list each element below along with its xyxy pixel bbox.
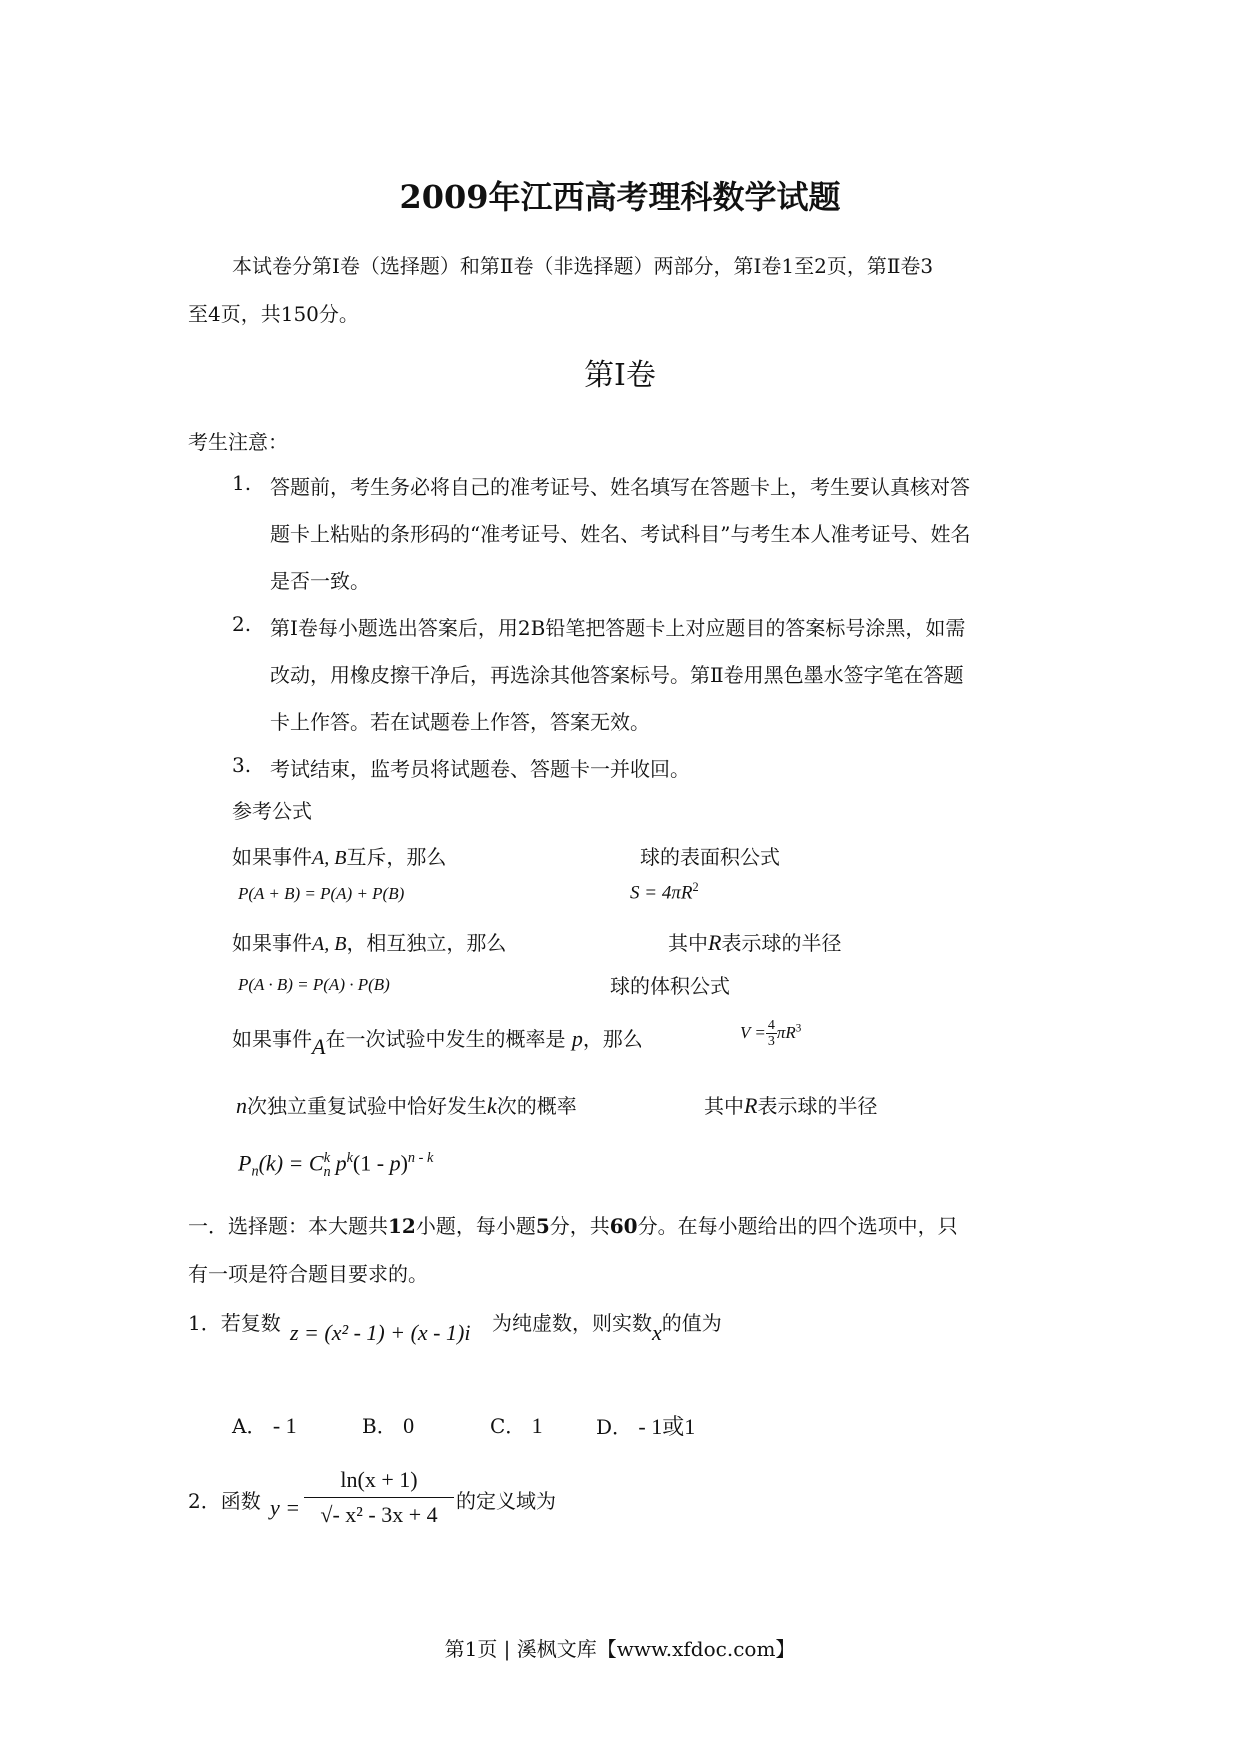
q1-option-a[interactable]: A． - 1 [232, 1413, 297, 1438]
page-footer: 第1页 | 溪枫文库【www.xfdoc.com】 [444, 1637, 796, 1661]
section1-line-1: 一．选择题：本大题共12小题，每小题5分，共60分。在每小题给出的四个选项中，只 [188, 1214, 958, 1238]
formulas-heading: 参考公式 [232, 799, 312, 823]
notice-1-line-2: 题卡上粘贴的条形码的“准考证号、姓名、考试科目”与考生本人准考证号、姓名 [270, 522, 971, 546]
question-2-number: 2． [188, 1489, 221, 1513]
q1-option-c[interactable]: C． 1 [490, 1413, 543, 1438]
question-2-denominator: √- x² - 3x + 4 [320, 1502, 438, 1527]
volume-heading: 第Ⅰ卷 [584, 358, 656, 393]
radius-note-1: 其中R表示球的半径 [668, 930, 842, 955]
notice-heading: 考生注意： [188, 430, 288, 454]
radius-note-2: 其中R表示球的半径 [704, 1093, 878, 1118]
question-2: 2．函数 [188, 1489, 261, 1513]
question-2-tail: 的定义域为 [456, 1489, 556, 1513]
question-1-formula: z = (x² - 1) + (x - 1)i [290, 1320, 471, 1345]
volume-fraction: $\frac{4}{3}$ [767, 1018, 775, 1049]
notice-1-number: 1. [232, 471, 252, 495]
question-1: 1．若复数 [188, 1311, 281, 1335]
page-title: 2009年江西高考理科数学试题 [399, 178, 841, 216]
notice-1-line-3: 是否一致。 [270, 569, 370, 593]
notice-2-line-3: 卡上作答。若在试题卷上作答，答案无效。 [270, 710, 650, 734]
section1-line-2: 有一项是符合题目要求的。 [188, 1262, 428, 1286]
question-1-number: 1． [188, 1311, 221, 1335]
q1-option-b[interactable]: B． 0 [362, 1413, 415, 1438]
sphere-area-title: 球的表面积公式 [640, 845, 780, 869]
mutex-variables: A, B [312, 847, 347, 869]
indep-formula: P(A · B) = P(A) · P(B) [238, 975, 390, 994]
prob-statement: 如果事件A在一次试验中发生的概率是 p，那么 [232, 1026, 643, 1059]
question-2-numerator: ln(x + 1) [304, 1467, 454, 1498]
q1-option-d[interactable]: D． - 1或1 [596, 1414, 696, 1439]
question-1-tail: 为纯虚数，则实数x的值为 [492, 1311, 722, 1345]
binomial-statement: n次独立重复试验中恰好发生k次的概率 [236, 1093, 577, 1118]
notice-2-line-2: 改动，用橡皮擦干净后，再选涂其他答案标号。第Ⅱ卷用黑色墨水签字笔在答题 [270, 663, 964, 687]
indep-variables: A, B [312, 933, 347, 955]
notice-2-line-1: 第I卷每小题选出答案后，用2B铅笔把答题卡上对应题目的答案标号涂黑，如需 [270, 616, 966, 640]
sphere-volume-formula: V = $\frac{4}{3}$ $\pi R^3$ [740, 1018, 802, 1049]
notice-3-line-1: 考试结束，监考员将试题卷、答题卡一并收回。 [270, 757, 690, 781]
mutex-formula: P(A + B) = P(A) + P(B) [238, 884, 405, 903]
sphere-area-formula: $S = 4\pi R^2$ [630, 880, 699, 904]
binomial-formula: $P_n(k) = C_n^k$ $p^k(1 - p)^{n - k}$ [238, 1150, 434, 1180]
intro-line-2: 至4页，共150分。 [188, 302, 359, 326]
indep-statement: 如果事件A, B，相互独立，那么 [232, 931, 507, 955]
question-2-lhs: y = [270, 1495, 301, 1520]
sphere-volume-title: 球的体积公式 [610, 974, 730, 998]
notice-1-line-1: 答题前，考生务必将自己的准考证号、姓名填写在答题卡上，考生要认真核对答 [270, 475, 970, 499]
mutex-statement: 如果事件A, B互斥，那么 [232, 845, 447, 869]
notice-2-number: 2. [232, 612, 252, 636]
notice-3-number: 3. [232, 753, 252, 777]
intro-line-1: 本试卷分第Ⅰ卷（选择题）和第Ⅱ卷（非选择题）两部分，第Ⅰ卷1至2页，第Ⅱ卷3 [232, 254, 934, 278]
question-2-fraction [304, 1467, 454, 1528]
